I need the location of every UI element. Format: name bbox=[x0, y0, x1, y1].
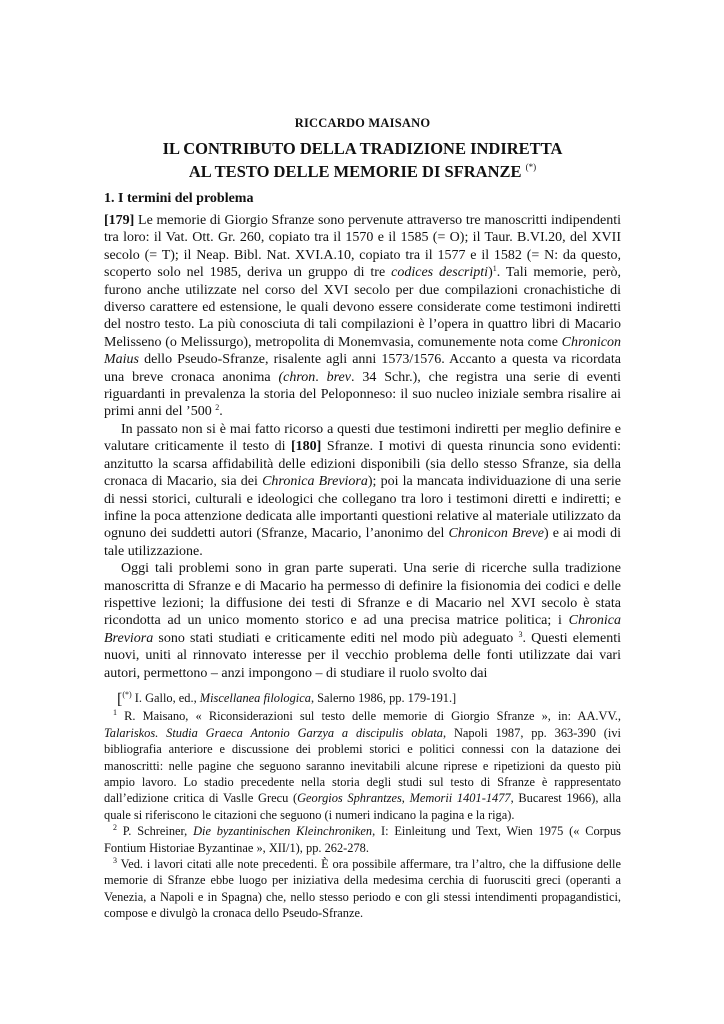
text-run: Oggi tali problemi sono in gran parte superati. Una serie di ricerche sulla tradizione manoscritta di Sfranze e di Macario ha permesso di definire la fisionomia dei codici e delle rispettive lezioni; la diffusione dei testi di Sfranze e di Macario nel XVI secolo è stata ricondotta ad un unico momento storico e ad una precisa matrice politica; i bbox=[104, 561, 621, 629]
text-run: . Tali memorie, però, furono anche utilizzate nel corso del XVI secolo per due compilazioni cronachistiche di diverso carattere ed estensione, le quali devono essere considerate come testimoni indiretti del nostro testo. La più conosciuta di tali compilazioni è l’opera in quattro libri di Macario Melisseno (o Melissurgo), metropolita di Monemvasia, comunemente nota come bbox=[104, 265, 622, 350]
text-run: . 34 Schr.), che registra una serie di eventi riguardanti in prevalenza la storia del Peloponneso: il suo nucleo iniziale sembra risalire ai primi anni del ’500 bbox=[104, 369, 622, 420]
footnote-3 bbox=[104, 856, 621, 922]
italic-run: Talariskos. Studia Graeca Antonio Garzya a discipulis oblata bbox=[104, 725, 443, 740]
paragraph-3 bbox=[104, 560, 621, 682]
italic-run: Die byzantinischen Kleinchroniken bbox=[193, 824, 373, 839]
title-line-2-text: AL TESTO DELLE MEMORIE DI SFRANZE bbox=[188, 162, 522, 181]
text-run: R. Maisano, « Riconsiderazioni sul testo delle memorie di Giorgio Sfranze », in: AA.VV., bbox=[117, 709, 621, 724]
text-run: Le memorie di Giorgio Sfranze sono pervenute attraverso tre manoscritti indipendenti tra loro: il Vat. Ott. Gr. 260, copiato tra il 1570 e il 1585 (= O); il Taur. B.VI.20, del XVII secolo (= T); il Neap. Bibl. Nat. XVI.A.10, copiato tra il 1577 e il 1582 (= N: da questo, scoperto solo nel 1985, deriva un gruppo di tre bbox=[104, 213, 621, 281]
title-footnote-mark: (*) bbox=[525, 162, 537, 172]
text-run: ) bbox=[488, 265, 493, 281]
text-run: , Salerno 1986, pp. 179-191.] bbox=[310, 691, 457, 705]
paragraph-1 bbox=[104, 212, 621, 421]
text-run: dello Pseudo-Sfranze, risalente agli anni 1573/1576. Accanto a questa va ricordata una breve cronaca anonima bbox=[104, 352, 621, 385]
text-run: ); poi la mancata individuazione di una serie di nessi storici, culturali e ideologici che collegano tra loro i testimoni diretti e indiretti; e infine la poca attenzione dedicata alle importanti questioni relative al materiale utilizzato da ognuno dei suddetti autori (Sfranze, Macario, l’anonimo del bbox=[104, 474, 621, 542]
bracket-mark: [ bbox=[117, 691, 123, 708]
footnote-mark: 2 bbox=[113, 823, 117, 833]
page-ref-180: [180] bbox=[291, 439, 322, 455]
text-run: . Questi elementi nuovi, uniti al rinnovato interesse per il vecchio problema delle fonti utilizzate dai vari autori, permettono – anzi impongono – di studiare il ruolo svolto dai bbox=[104, 630, 621, 681]
text-run: , I: Einleitung und Text, Wien 1975 (« Corpus Fontium Historiae Byzantinae », XII/1), pp. 262-278. bbox=[104, 824, 622, 855]
italic-run: Memorii 1401-1477 bbox=[409, 791, 511, 806]
footnote-mark: 1 bbox=[113, 708, 117, 718]
body-text bbox=[104, 212, 621, 682]
footnote-mark: 3 bbox=[113, 856, 117, 866]
italic-run: Chronicon Breve bbox=[448, 526, 545, 542]
italic-run: Chronicon Maius bbox=[104, 334, 621, 368]
paragraph-2 bbox=[104, 421, 621, 560]
footnote-star bbox=[104, 690, 621, 708]
footnote-ref-1: 1 bbox=[492, 264, 497, 274]
text-run: , Napoli 1987, pp. 363-390 (ivi bibliografia anteriore e discussione dei problemi storici e politici connessi con la datazione dei manoscritti: nelle pagine che seguono saranno inevitabili alcune riprese e ripetizioni da questo più ampio lavoro. Lo stadio precedente nella storia degli studi sul testo di Sfranze è rappresentato dall’edizione critica di Vaslle Grecu ( bbox=[104, 725, 621, 806]
text-run: , bbox=[401, 791, 410, 806]
title-line-2 bbox=[104, 158, 621, 181]
footnote-ref-2: 2 bbox=[215, 403, 220, 413]
text-run: sono stati studiati e criticamente editi nel modo più adeguato bbox=[153, 630, 519, 646]
italic-run: Chronica Breviora bbox=[104, 613, 621, 646]
footnote-2 bbox=[104, 823, 621, 856]
footnotes bbox=[104, 690, 621, 922]
title-line-1: IL CONTRIBUTO DELLA TRADIZIONE INDIRETTA bbox=[162, 139, 563, 158]
text-run: , Bucarest 1966), alla quale si riferiscono le citazioni che seguono (i numeri indicano la pagina e la riga). bbox=[104, 791, 621, 822]
text-run: ) e ai modi di tale utilizzazione. bbox=[104, 526, 622, 559]
footnote-1 bbox=[104, 708, 621, 823]
italic-run: Georgios Sphrantzes bbox=[297, 791, 402, 806]
italic-run: (chron bbox=[278, 369, 316, 385]
text-run: P. Schreiner, bbox=[117, 824, 194, 839]
text-run: In passato non si è mai fatto ricorso a questi due testimoni indiretti per meglio definire e valutare criticamente il testo di bbox=[104, 421, 621, 455]
text-run: Ved. i lavori citati alle note precedenti. È ora possibile affermare, tra l’altro, che la diffusione delle memorie di Sfranze ebbe luogo per iniziativa della medesima cerchia di fuorusciti greci (operanti a Venezia, a Napoli e in Spagna) che, nello stesso periodo e con gli stessi intendimenti propagandistici, compose e divulgò la cronaca dello Pseudo-Sfranze. bbox=[104, 857, 621, 921]
italic-run: brev bbox=[326, 369, 351, 385]
page-ref-179: [179] bbox=[104, 213, 135, 228]
author-name: RICCARDO MAISANO bbox=[294, 116, 431, 130]
italic-run: Chronica Breviora bbox=[262, 474, 368, 490]
text-run: Sfranze. I motivi di questa rinuncia sono evidenti: anzitutto la scarsa affidabilità delle edizioni disponibili (sia dello stesso Sfranze, sia della cronaca di Macario, sia dei bbox=[104, 439, 621, 490]
text-run: I. Gallo, ed., bbox=[131, 691, 200, 705]
footnote-mark: (*) bbox=[122, 690, 132, 699]
article-title bbox=[104, 139, 621, 181]
section-heading: 1. I termini del problema bbox=[104, 191, 254, 206]
footnote-ref-3: 3 bbox=[518, 629, 523, 639]
text-run: . bbox=[315, 369, 327, 385]
italic-run: Miscellanea filologica bbox=[199, 691, 311, 705]
text-run: . bbox=[219, 404, 223, 420]
italic-run: codices descripti bbox=[391, 265, 489, 281]
